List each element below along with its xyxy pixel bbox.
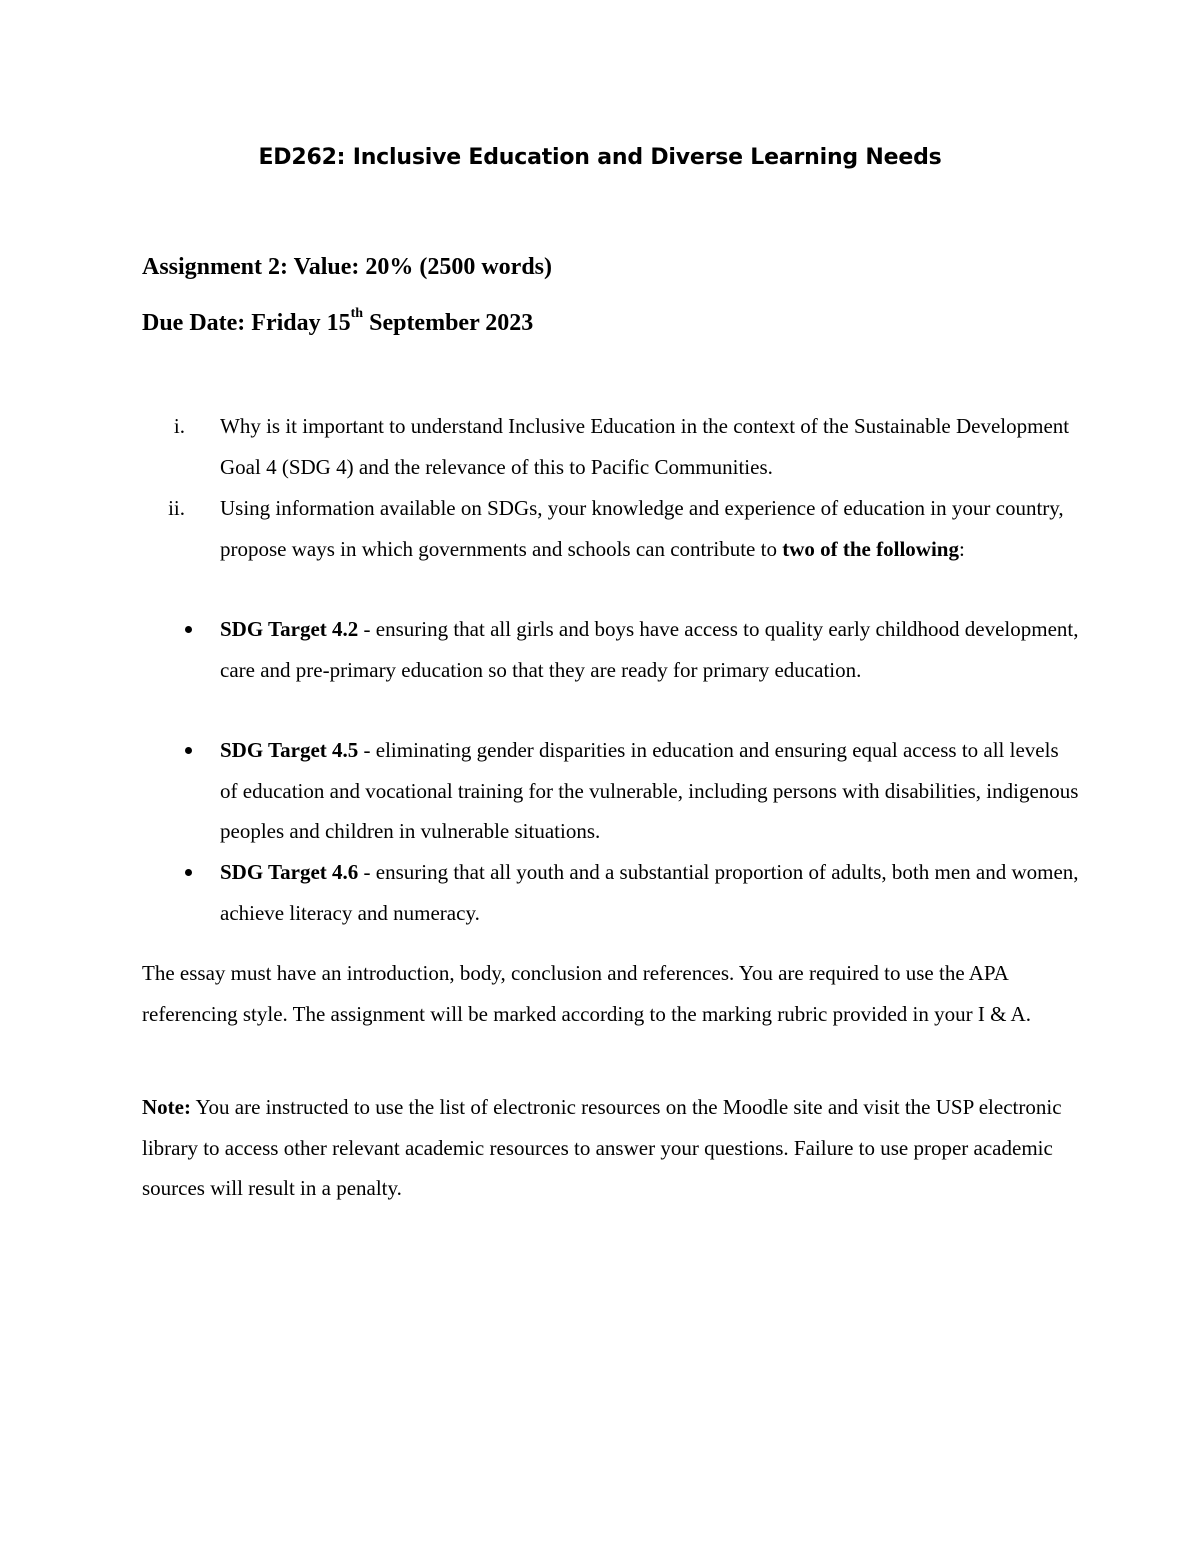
sdg-target-text [220, 609, 1080, 690]
question-text [220, 488, 1080, 569]
sdg-target-label: SDG Target 4.2 [220, 617, 359, 641]
bullet-icon [185, 869, 192, 876]
sdg-target-text [220, 730, 1080, 852]
essay-requirements-paragraph: The essay must have an introduction, body, conclusion and references. You are required to use the APA referencing style. The assignment will be marked according to the marking rubric provided in your I & A. [142, 961, 1031, 1026]
question-marker: i. [173, 414, 185, 438]
question-text-after: : [958, 536, 965, 561]
sdg-target-description: - ensuring that all girls and boys have access to quality early childhood development, care and pre-primary education so that they are ready for primary education. [220, 617, 1079, 682]
question-text: Why is it important to understand Inclusive Education in the context of the Sustainable Development Goal 4 (SDG 4) and the relevance of this to Pacific Communities. [220, 414, 1070, 479]
sdg-target-description: - ensuring that all youth and a substantial proportion of adults, both men and women, achieve literacy and numeracy. [220, 860, 1079, 925]
note-label: Note: [142, 1095, 191, 1119]
sdg-target-label: SDG Target 4.5 [220, 738, 359, 762]
question-marker: ii. [168, 496, 185, 520]
due-date-heading [142, 306, 534, 337]
course-title: ED262: Inclusive Education and Diverse Learning Needs [258, 145, 942, 170]
due-date-superscript: th [350, 306, 364, 321]
due-date-suffix: September 2023 [363, 310, 534, 336]
assignment-heading: Assignment 2: Value: 20% (2500 words) [142, 254, 553, 280]
sdg-target-text [220, 852, 1080, 933]
due-date-prefix: Due Date: Friday 15 [142, 310, 351, 336]
sdg-target-description: - eliminating gender disparities in education and ensuring equal access to all levels of education and vocational training for the vulnerable, including persons with disabilities, indigenous peoples and children in vulnerable situations. [220, 738, 1079, 844]
bullet-icon [185, 747, 192, 754]
note-paragraph [142, 1087, 1062, 1209]
bullet-icon [185, 626, 192, 633]
question-text-before: Using information available on SDGs, your knowledge and experience of education in your country, propose ways in which governments and schools can contribute to [220, 496, 1064, 561]
question-text-emphasis: two of the following [782, 536, 959, 561]
note-text: You are instructed to use the list of electronic resources on the Moodle site and visit the USP electronic library to access other relevant academic resources to answer your questions. Failure to use proper academic sources will result in a penalty. [142, 1095, 1062, 1201]
sdg-target-label: SDG Target 4.6 [220, 860, 359, 884]
